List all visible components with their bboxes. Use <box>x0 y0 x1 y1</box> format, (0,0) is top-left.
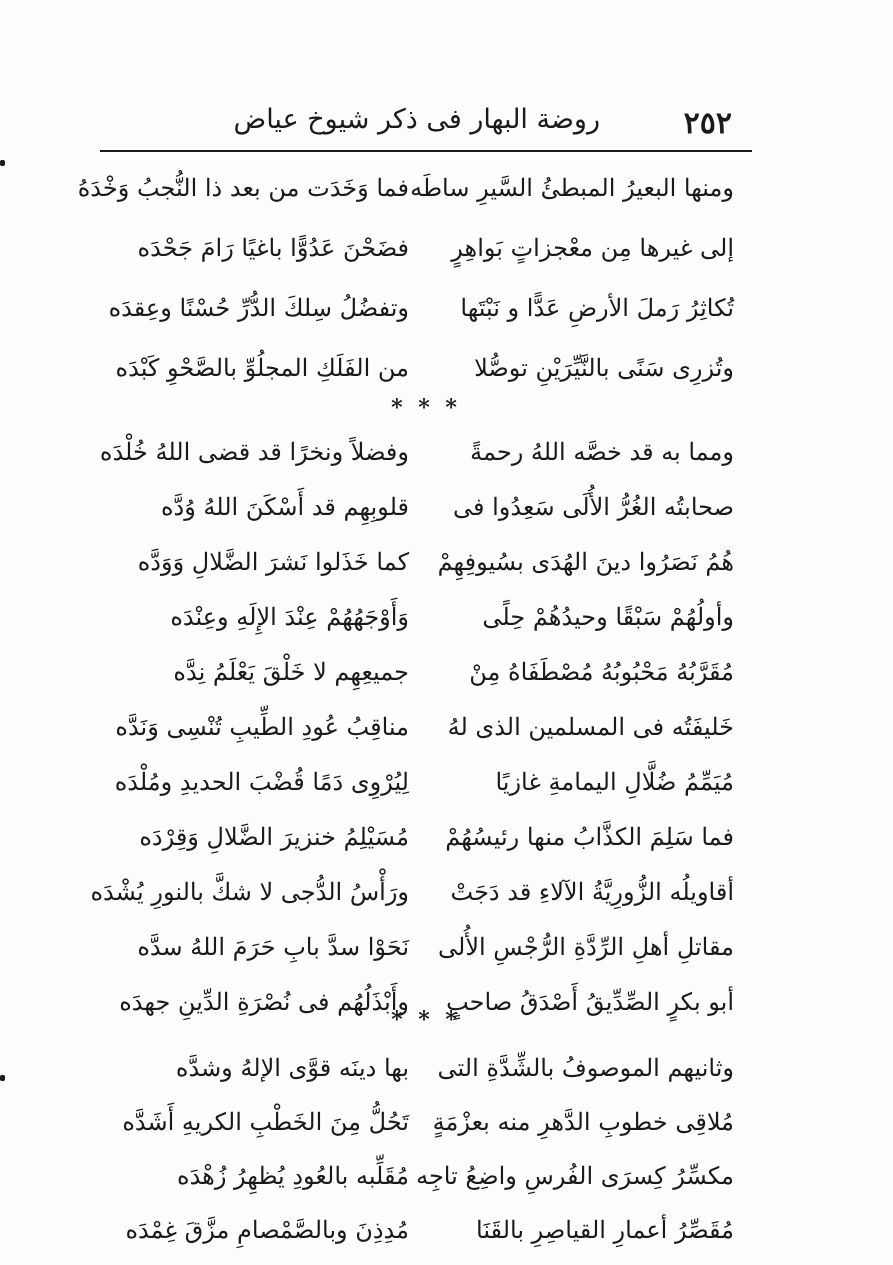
first-hemistich: فما سَلِمَ الكذَّابُ منها رئيسُهُمْ <box>445 823 734 851</box>
poem-section-2 <box>90 427 752 1037</box>
first-hemistich: مكسِّرُ كِسرَى الفُرسِ واضِعُ تاجِه <box>416 1162 734 1190</box>
second-hemistich: وفضلاً ونخرًا قد قضى اللهُ خُلْدَه <box>99 438 409 466</box>
second-hemistich: كما خَذَلوا نَشرَ الضَّلالِ وَوَدَّه <box>137 548 409 576</box>
first-hemistich: أبو بكرٍ الصِّدِّيقُ أَصْدَقُ صاحبٍ <box>446 988 734 1016</box>
verse-line <box>90 867 752 927</box>
verse-line <box>100 812 752 872</box>
verse-line <box>100 1097 752 1157</box>
second-hemistich: بها دينَه قوَّى الإلهُ وشدَّه <box>175 1054 409 1082</box>
second-hemistich: مُسَيْلِمُ خنزيرَ الضَّلالِ وَقِرْدَه <box>139 823 409 851</box>
verse-line <box>100 592 752 652</box>
header-rule <box>100 150 752 152</box>
section-separator: * * * <box>391 1007 461 1033</box>
verse-line <box>100 427 752 487</box>
second-hemistich: وأَبْذَلُهُم فى نُصْرَةِ الدِّينِ جهدَه <box>119 988 409 1016</box>
verse-line <box>100 537 752 597</box>
first-hemistich: خَليفَتُه فى المسلمين الذى لهُ <box>447 713 734 741</box>
second-hemistich: جميعِهِم لا خَلْقَ يَعْلَمُ نِدَّه <box>173 658 409 686</box>
first-hemistich: ومما به قد خصَّه اللهُ رحمةً <box>470 438 734 466</box>
verse-line <box>100 343 752 403</box>
verse-line <box>100 702 752 762</box>
first-hemistich: هُمُ نَصَرُوا دينَ الهُدَى بسُيوفِهِمْ <box>437 548 734 576</box>
first-hemistich: مقاتلِ أهلِ الرِّدَّةِ الرُّجْسِ الأُلى <box>438 933 734 961</box>
first-hemistich: ومنها البعيرُ المبطئُ السَّيرِ ساطَه <box>410 174 734 202</box>
running-title: روضة البهار فى ذكر شيوخ عياض <box>233 104 600 135</box>
second-hemistich: مُدِذِنَ وبالصَّمْصامِ مزَّقَ غِمْدَه <box>125 1216 409 1244</box>
second-hemistich: مُقَلِّبه بالعُودِ يُظهِرُ زُهْدَه <box>177 1162 409 1190</box>
first-hemistich: وثانيهم الموصوفُ بالشِّدَّةِ التى <box>437 1054 734 1082</box>
verse-line <box>100 283 752 343</box>
verse-line <box>100 757 752 817</box>
first-hemistich: تُكاثِرُ رَملَ الأرضِ عَدًّا و نَبْتَها <box>460 294 734 322</box>
verse-line <box>100 482 752 542</box>
first-hemistich: وتُزرِى سَنًى بالنَّيِّرَيْنِ توصُّلا <box>474 354 734 382</box>
second-hemistich: تَحُلُّ مِنَ الخَطْبِ الكريهِ أَشَدَّه <box>122 1108 409 1136</box>
verse-line <box>100 922 752 982</box>
margin-mark <box>0 1075 5 1081</box>
second-hemistich: نَحَوْا سدَّ بابِ حَرَمَ اللهُ سدَّه <box>137 933 409 961</box>
second-hemistich: لِيُرْوِى دَمًا قُضْبَ الحديدِ ومُلْدَه <box>114 768 409 796</box>
margin-mark <box>0 160 5 166</box>
verse-line <box>100 223 752 283</box>
page-header <box>100 100 752 150</box>
verse-line <box>100 1151 752 1211</box>
poem-section-1 <box>77 163 752 403</box>
first-hemistich: مُقَصِّرُ أعمارِ القياصِرِ بالقَنَا <box>476 1216 734 1244</box>
first-hemistich: إلى غيرها مِن معْجزاتٍ بَواهِرٍ <box>451 234 734 262</box>
first-hemistich: مُقَرَّبُهُ مَحْبُوبُهُ مُصْطَفَاهُ مِنْ <box>469 658 734 686</box>
section-separator: * * * <box>391 395 461 421</box>
page-number: ٢٥٢ <box>683 106 732 141</box>
first-hemistich: وأولُهُمْ سَبْقًا وحيدُهُمْ حِلًى <box>482 603 734 631</box>
second-hemistich: ورَأْسُ الدُّجى لا شكَّ بالنورِ يُشْدَه <box>90 878 409 906</box>
second-hemistich: فما وَخَدَت من بعد ذا النُّجبُ وَخْدَهُ <box>77 174 409 202</box>
first-hemistich: مُلاقِى خطوبِ الدَّهرِ منه بعزْمَةٍ <box>432 1108 734 1136</box>
verse-line <box>100 1205 752 1265</box>
second-hemistich: وتفضُلُ سِلكَ الدُّرِّ حُسْنًا وعِقدَه <box>108 294 409 322</box>
first-hemistich: أقاويلُه الزُّورِيَّةُ الآلاءِ قد دَجَتْ <box>450 878 734 906</box>
first-hemistich: مُيَمِّمُ ضُلَّالِ اليمامةِ غازيًا <box>495 768 734 796</box>
poem-section-3 <box>100 1043 752 1265</box>
first-hemistich: صحابتُه الغُرُّ الأُلَى سَعِدُوا فى <box>453 493 734 521</box>
second-hemistich: مناقِبُ عُودِ الطِّيبِ تُنْسِى وَنَدَّه <box>115 713 409 741</box>
second-hemistich: وَأَوْجَهُهُمْ عِنْدَ الإِلَهِ وعِنْدَه <box>170 603 409 631</box>
verse-line <box>77 163 752 223</box>
second-hemistich: قلوبِهِم قد أَسْكَنَ اللهُ وُدَّه <box>160 493 409 521</box>
second-hemistich: من الفَلَكِ المجلُوِّ بالصَّحْوِ كَبْدَه <box>115 354 409 382</box>
verse-line <box>100 647 752 707</box>
second-hemistich: فضَحْنَ عَدُوًّا باغيًا رَامَ جَحْدَه <box>137 234 409 262</box>
verse-line <box>100 1043 752 1103</box>
